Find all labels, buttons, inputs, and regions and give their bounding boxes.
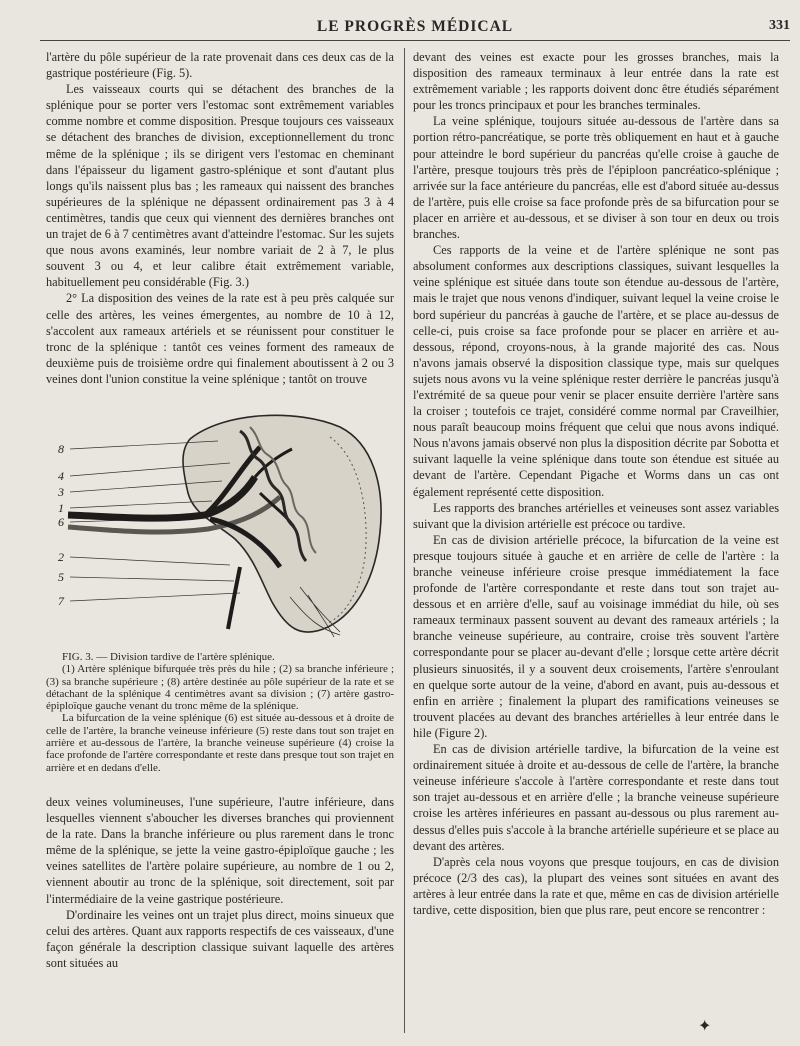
figure-label: 5: [58, 570, 64, 584]
spleen-outline: [183, 415, 381, 632]
paragraph: 2° La disposition des veines de la rate est à peu près calquée sur celle des artères, les veines émergentes, au nombre de 10 à 12, s'accolent aux rameaux artériels et se réunissent pour constituer le tronc de la splénique : tantôt ces veines forment des rameaux de deuxième puis de troisième ordre qui finalement aboutissent à 2 ou 3 veines dont l'union constitue la veine splénique ; tantôt on trouve: [46, 291, 394, 386]
paragraph: Ces rapports de la veine et de l'artère splénique ne sont pas absolument conformes aux descriptions classiques, suivant lesquelles la veine splénique est située dans toute son étendue au-dessous de l'artère, mais le trajet que nous venons d'indiquer, suivant lequel la veine croise le bord supérieur du pancréas à gauche de l'artère, et se place au-dessus de celle-ci, puis croise sa face profonde pour se placer en arrière et au-dessous, répond, croyons-nous, à la grande majorité des cas. Nous n'avons jamais observé la disposition classique type, mais sur quelques sujets nous avons vu la veine splénique rester derrière le pancréas jusqu'à l'extrémité de sa queue pour venir se placer ensuite derrière l'artère sans la croiser ; toutefois ce trajet, considéré comme normal par Craveilhier, nous paraît beaucoup moins fréquent que celui que nous avons indiqué. Nous n'avons jamais observé non plus la disposition décrite par Sobotta et suivant laquelle la veine splénique dans toute son étendue est située au devant de l'artère. Cependant Pigache et Worms dans un cas ont également représenté cette disposition.: [413, 243, 779, 499]
caption-legend: (1) Artère splénique bifurquée très près du hile ; (2) sa branche inférieure ; (3) sa branche supérieure ; (8) artère destinée au pôle supérieur de la rate et se détachant de la splénique 4 centimètres avant sa division ; (7) artère gastro-épiploïque gauche venant du tronc même de la splénique.: [46, 663, 394, 713]
journal-title: LE PROGRÈS MÉDICAL: [316, 18, 514, 35]
figure-label: 7: [58, 594, 64, 608]
figure-label: 2: [58, 550, 64, 564]
figure-label: 8: [58, 442, 64, 456]
left-column-bottom: [46, 794, 394, 971]
paragraph: D'après cela nous voyons que presque toujours, en cas de division précoce (2/3 des cas), la plupart des veines sont situées en avant des artères à leur entrée dans la rate et que, même en cas de division artérielle tardive, cette disposition, bien que plus rare, peut encore se rencontrer :: [413, 854, 779, 917]
figure-label: 1: [58, 501, 64, 515]
spleen-vessel-diagram: [40, 397, 396, 647]
right-column: [413, 49, 779, 918]
figure-3-illustration: [40, 397, 396, 647]
caption-text: La bifurcation de la veine splénique (6) est située au-dessous et à droite de celle de l'artère, la branche veineuse inférieure (5) reste dans tout son trajet en arrière et au-dessous de l'artère, la branche veineuse supérieure (4) croise la face profonde de l'artère correspondante et reste dans presque tout son trajet en arrière et en dedans d'elle.: [46, 712, 394, 774]
paragraph: En cas de division artérielle précoce, la bifurcation de la veine est presque toujours située à gauche et en arrière de celle de l'artère : la branche veineuse inférieure croise presque immédiatement la face profonde de l'artère correspondante et reste dans tout son trajet au-dessous et en arrière d'elle, sauf au voisinage immédiat du hile, où ses rameaux terminaux passent souvent au devant des rameaux artériels ; la branche veineuse supérieure, au contraire, croise très souvent l'artère correspondante pour se placer au-devant d'elle ; lorsque cette artère décrit plusieurs sinuosités, il y a souvent deux croisements, l'artère s'enroulant en quelque sorte autour de la veine, d'abord en avant, puis au-dessous et enfin en arrière ; finalement la plupart des ramifications veineuses se trouvent placées au devant des branches artérielles à leur entrée dans le hile (Figure 2).: [413, 532, 779, 740]
column-divider: [404, 48, 405, 1033]
page-number: 331: [769, 18, 790, 33]
paragraph: Les rapports des branches artérielles et veineuses sont assez variables suivant que la division artérielle est précoce ou tardive.: [413, 500, 779, 531]
paragraph: Les vaisseaux courts qui se détachent des branches de la splénique pour se porter vers l'estomac sont extrêmement variables comme nombre et comme disposition. Presque toujours ces vaisseaux se détachent des branches de division, exceptionnellement du tronc même de la splénique ; ils se dirigent vers l'estomac en cheminant dans l'épaisseur du ligament gastro-splénique et sont d'autant plus longs qu'ils naissent plus bas ; les rameaux qui naissent des branches supérieures de la splénique ne dépassent ordinairement pas 3 à 4 centimètres, tandis que ceux qui viennent des dernières branches ont un trajet de 6 à 7 centimètres avant d'atteindre l'estomac. Sur les sujets que nous avons examinés, leur nombre variait de 2 à 7, le plus souvent 3 ou 4, et leur calibre était extrêmement variable, habituellement peu considérable (Fig. 3.): [46, 82, 394, 290]
paragraph: En cas de division artérielle tardive, la bifurcation de la veine est ordinairement située à droite et au-dessous de celle de l'artère, la branche veineuse inférieure s'accole à l'artère correspondante et reste dans tout son trajet au-dessous et en arrière d'elle ; la branche veineuse supérieure croise les artères inférieures en passant au-dessous ou plus rarement au-dessus d'elles puis s'accole à la branche artérielle supérieure et se place au devant des artères.: [413, 742, 779, 853]
paragraph: l'artère du pôle supérieur de la rate provenait dans ces deux cas de la gastrique postérieure (Fig. 5).: [46, 50, 394, 81]
paragraph: devant des veines est exacte pour les grosses branches, mais la disposition des rameaux terminaux à leur entrée dans la rate est extrêmement variable ; les rapports doivent donc être étudiés séparément pour les troncs principaux et pour les branches terminales.: [413, 50, 779, 113]
end-ornament-icon: ✦: [698, 1018, 712, 1035]
page-header: [40, 14, 790, 41]
paragraph: D'ordinaire les veines ont un trajet plus direct, moins sinueux que celui des artères. Quant aux rapports respectifs de ces vaisseaux, d'une façon générale la description classique suivant laquelle des artères sont situées au: [46, 907, 394, 970]
paragraph: La veine splénique, toujours située au-dessous de l'artère dans sa portion rétro-pancréatique, se porte très obliquement en haut et à gauche pour atteindre le bord supérieur du pancréas qu'elle croise à gauche de l'artère, presque toujours très près de l'épiploon pancréatico-splénique ; arrivée sur la face antérieure du pancréas, elle est d'abord située au-dessus de l'artère, puis elle croise sa face profonde près de sa bifurcation pour se placer en arrière et au-dessous, et se diviser à son tour en deux ou trois branches.: [413, 114, 779, 242]
paragraph: deux veines volumineuses, l'une supérieure, l'autre inférieure, dans lesquelles viennent s'aboucher les diverses branches qui proviennent de la rate. Dans la branche inférieure ou plus rarement dans le tronc même de la splénique, se jette la veine gastro-épiploïque gauche ; les veines satellites de l'artère polaire supérieure, au nombre de 1 ou 2, viennent aboutir au tronc de la splénique, soit directement, soit par l'intermédiaire de la veine gastrique postérieure.: [46, 795, 394, 906]
figure-label: 6: [58, 515, 64, 529]
caption-title: FIG. 3. — Division tardive de l'artère splénique.: [62, 651, 275, 663]
figure-label: 4: [58, 469, 64, 483]
left-column-top: [46, 49, 394, 387]
figure-label: 3: [58, 485, 64, 499]
figure-caption: [46, 651, 394, 774]
